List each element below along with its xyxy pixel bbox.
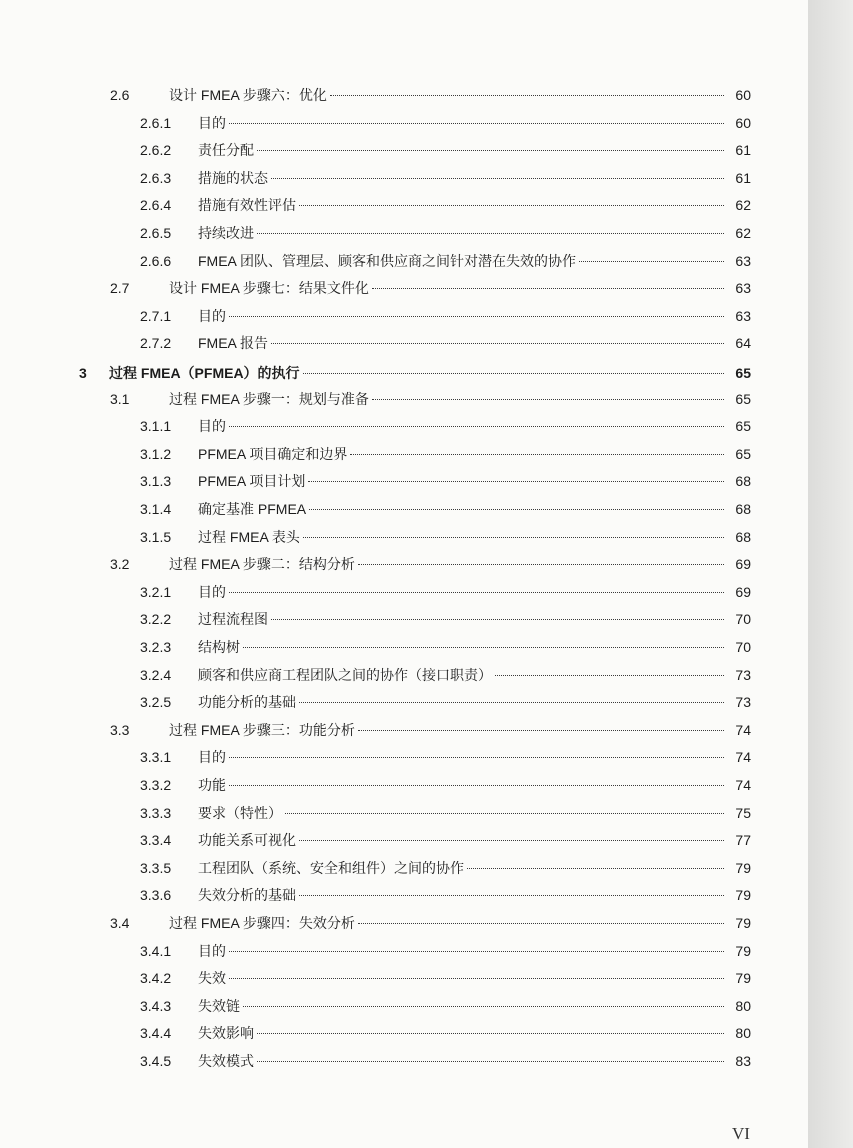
toc-entry[interactable] (0, 277, 808, 299)
page-edge-shadow (808, 0, 853, 1148)
toc-entry-title: 措施的状态 (198, 169, 268, 186)
toc-dot-leader (299, 839, 724, 841)
toc-entry-title-line (198, 1050, 724, 1072)
toc-entry-title: 功能分析的基础 (198, 694, 296, 711)
toc-entry[interactable] (0, 1022, 808, 1044)
toc-entry-page-number: 61 (735, 169, 751, 186)
toc-entry-title: 设计 FMEA 步骤六：优化 (169, 87, 327, 103)
toc-entry-number: 3.2 (110, 556, 130, 573)
toc-entry-number: 2.6.1 (140, 114, 172, 131)
toc-entry-title: 过程 FMEA 步骤二：结构分析 (169, 556, 355, 573)
toc-entry-page-number: 79 (735, 970, 751, 987)
toc-entry-number: 3.1.4 (140, 501, 172, 517)
toc-entry-number: 3.1.5 (140, 528, 172, 545)
toc-entry-title: 过程 FMEA 步骤一：规划与准备 (169, 390, 369, 407)
toc-entry-title-line (169, 553, 724, 575)
toc-dot-leader (495, 674, 724, 676)
toc-entry-number: 2.6.5 (140, 225, 172, 241)
toc-entry-number: 3.4 (110, 915, 130, 931)
toc-entry-number: 3.1 (110, 390, 130, 407)
toc-entry[interactable] (0, 691, 808, 713)
toc-entry-number: 2.6.2 (140, 142, 172, 159)
toc-entry-title-line (198, 139, 724, 161)
toc-dot-leader (229, 425, 724, 427)
toc-dot-leader (257, 232, 724, 234)
toc-entry-title: 持续改进 (198, 225, 254, 241)
toc-entry-title: 措施有效性评估 (198, 197, 296, 214)
toc-dot-leader (308, 480, 724, 482)
toc-entry-page-number: 68 (735, 528, 751, 545)
toc-entry[interactable] (0, 362, 808, 384)
toc-entry-page-number: 63 (735, 280, 751, 297)
toc-entry-title: PFMEA 项目计划 (198, 473, 306, 490)
toc-entry-number: 3.3.5 (140, 859, 172, 876)
toc-entry-number: 3.2.1 (140, 583, 172, 600)
toc-entry-title-line (198, 498, 724, 520)
toc-entry-page-number: 62 (735, 197, 751, 214)
toc-entry-number: 2.7.2 (140, 335, 172, 352)
toc-entry-title: 目的 (198, 307, 226, 324)
toc-entry-page-number: 70 (735, 611, 751, 628)
toc-entry-number: 3.3.4 (140, 832, 172, 849)
toc-entry-title-line (198, 112, 724, 134)
toc-entry-title: FMEA 团队、管理层、顾客和供应商之间针对潜在失效的协作 (198, 252, 577, 269)
toc-dot-leader (229, 756, 724, 758)
toc-entry-page-number: 80 (735, 997, 751, 1014)
toc-entry[interactable] (0, 967, 808, 989)
toc-entry-number: 3.4.3 (140, 997, 172, 1014)
toc-entry-title-line (198, 526, 724, 548)
toc-entry-title: 失效链 (198, 997, 240, 1014)
toc-entry-title-line (198, 470, 724, 492)
toc-entry-title-line (198, 746, 724, 768)
toc-dot-leader (299, 701, 724, 703)
toc-entry[interactable] (0, 884, 808, 906)
toc-dot-leader (350, 453, 724, 455)
toc-entry-title-line (198, 967, 724, 989)
toc-entry-title-line (198, 222, 724, 244)
toc-dot-leader (257, 1032, 724, 1034)
toc-entry-title-line (198, 857, 724, 879)
toc-entry[interactable] (0, 802, 808, 824)
toc-entry-page-number: 65 (735, 365, 751, 381)
toc-entry[interactable] (0, 112, 808, 134)
toc-dot-leader (467, 867, 724, 869)
toc-entry-page-number: 65 (735, 390, 751, 407)
toc-entry-title-line (198, 443, 724, 465)
toc-entry-page-number: 63 (735, 307, 751, 324)
toc-entry-title: 功能关系可视化 (198, 832, 296, 849)
toc-dot-leader (229, 784, 724, 786)
toc-entry-page-number: 65 (735, 418, 751, 435)
toc-entry-page-number: 73 (735, 666, 751, 683)
toc-entry-title-line (198, 1022, 724, 1044)
toc-entry-number: 3.3.6 (140, 887, 172, 904)
toc-entry[interactable] (0, 139, 808, 161)
toc-entry-title: 目的 (198, 583, 226, 600)
toc-entry[interactable] (0, 250, 808, 272)
toc-entry-number: 2.7.1 (140, 307, 172, 324)
toc-entry-title: 目的 (198, 749, 226, 766)
toc-entry-title: 目的 (198, 114, 226, 131)
toc-entry-page-number: 63 (735, 252, 751, 269)
toc-entry-title: 功能 (198, 777, 226, 793)
toc-dot-leader (257, 149, 724, 151)
toc-entry[interactable] (0, 608, 808, 630)
toc-entry-title-line (198, 691, 724, 713)
toc-entry-title-line (198, 194, 724, 216)
toc-entry-title: 过程 FMEA（PFMEA）的执行 (109, 365, 300, 381)
toc-entry[interactable] (0, 995, 808, 1017)
toc-dot-leader (372, 398, 724, 400)
toc-entry-title-line (198, 664, 724, 686)
toc-entry[interactable] (0, 719, 808, 741)
toc-entry-number: 3.1.2 (140, 445, 172, 462)
toc-entry-title-line (169, 912, 724, 934)
toc-entry[interactable] (0, 940, 808, 962)
toc-entry-page-number: 60 (735, 87, 751, 103)
toc-entry-title: 顾客和供应商工程团队之间的协作（接口职责） (198, 666, 492, 683)
toc-entry-number: 3.4.1 (140, 942, 172, 959)
toc-entry[interactable] (0, 553, 808, 575)
toc-entry-title-line (198, 250, 724, 272)
toc-entry[interactable] (0, 332, 808, 354)
toc-entry-number: 2.6.6 (140, 252, 172, 269)
toc-entry-title: 结构树 (198, 639, 240, 655)
toc-entry-title-line (169, 84, 724, 106)
toc-entry-number: 3.2.2 (140, 611, 172, 628)
toc-entry[interactable] (0, 581, 808, 603)
toc-entry-page-number: 77 (735, 832, 751, 849)
toc-entry-number: 3.3.1 (140, 749, 172, 766)
toc-entry-page-number: 80 (735, 1025, 751, 1042)
toc-entry[interactable] (0, 498, 808, 520)
toc-entry[interactable] (0, 443, 808, 465)
toc-dot-leader (358, 729, 724, 731)
toc-dot-leader (372, 287, 724, 289)
toc-dot-leader (271, 618, 724, 620)
toc-entry-number: 3 (79, 365, 87, 381)
toc-entry-page-number: 75 (735, 804, 751, 821)
toc-entry-page-number: 74 (735, 777, 751, 793)
toc-entry-title: 失效 (198, 970, 226, 987)
toc-entry[interactable] (0, 774, 808, 796)
toc-entry-title: 目的 (198, 942, 226, 959)
toc-entry-page-number: 61 (735, 142, 751, 159)
toc-dot-leader (229, 315, 724, 317)
toc-entry[interactable] (0, 746, 808, 768)
toc-entry[interactable] (0, 857, 808, 879)
toc-entry-title-line (198, 884, 724, 906)
toc-entry[interactable] (0, 415, 808, 437)
toc-entry-title: 过程 FMEA 表头 (198, 528, 300, 545)
toc-entry-title-line (198, 332, 724, 354)
toc-entry-page-number: 73 (735, 694, 751, 711)
toc-entry-title: 过程 FMEA 步骤三：功能分析 (169, 721, 355, 738)
toc-entry[interactable] (0, 829, 808, 851)
toc-entry-number: 2.6 (110, 87, 130, 103)
toc-entry-page-number: 79 (735, 915, 751, 931)
toc-entry-page-number: 79 (735, 942, 751, 959)
toc-entry-title: 责任分配 (198, 142, 254, 159)
toc-entry-number: 3.2.3 (140, 639, 172, 655)
toc-entry-title-line (109, 362, 724, 384)
toc-entry-number: 3.4.2 (140, 970, 172, 987)
toc-entry-title: 过程流程图 (198, 611, 268, 628)
toc-dot-leader (358, 563, 724, 565)
toc-entry-title: FMEA 报告 (198, 335, 269, 352)
toc-entry-title: 目的 (198, 418, 226, 435)
toc-entry-number: 3.3 (110, 721, 130, 738)
toc-entry-number: 3.3.3 (140, 804, 172, 821)
toc-entry-title-line (198, 167, 724, 189)
toc-dot-leader (579, 260, 724, 262)
toc-dot-leader (243, 646, 724, 648)
toc-entry-page-number: 74 (735, 721, 751, 738)
toc-entry-number: 3.4.4 (140, 1025, 172, 1042)
toc-entry-title-line (169, 277, 724, 299)
toc-entry-title-line (198, 802, 724, 824)
toc-dot-leader (309, 508, 724, 510)
toc-dot-leader (358, 922, 724, 924)
toc-entry-title: 失效分析的基础 (198, 887, 296, 904)
toc-entry-title-line (198, 608, 724, 630)
toc-dot-leader (271, 342, 724, 344)
toc-entry-page-number: 65 (735, 445, 751, 462)
toc-entry-page-number: 64 (735, 335, 751, 352)
toc-dot-leader (303, 372, 724, 374)
toc-entry[interactable] (0, 526, 808, 548)
toc-entry-page-number: 83 (735, 1053, 751, 1069)
toc-entry-title-line (198, 774, 724, 796)
toc-entry-page-number: 79 (735, 887, 751, 904)
toc-entry[interactable] (0, 1050, 808, 1072)
toc-entry-number: 3.1.1 (140, 418, 172, 435)
toc-entry[interactable] (0, 664, 808, 686)
toc-entry-title: 设计 FMEA 步骤七：结果文件化 (169, 280, 369, 297)
toc-entry-title-line (169, 388, 724, 410)
toc-entry-title: 失效影响 (198, 1025, 254, 1042)
toc-dot-leader (257, 1060, 724, 1062)
toc-entry-title-line (169, 719, 724, 741)
toc-entry[interactable] (0, 194, 808, 216)
toc-entry-page-number: 69 (735, 583, 751, 600)
toc-entry[interactable] (0, 470, 808, 492)
toc-entry[interactable] (0, 222, 808, 244)
toc-entry-number: 3.2.4 (140, 666, 172, 683)
toc-entry-number: 3.3.2 (140, 777, 172, 793)
toc-entry-page-number: 79 (735, 859, 751, 876)
toc-entry-title-line (198, 581, 724, 603)
toc-entry[interactable] (0, 636, 808, 658)
toc-entry-page-number: 60 (735, 114, 751, 131)
toc-entry-title: PFMEA 项目确定和边界 (198, 445, 348, 462)
toc-entry[interactable] (0, 388, 808, 410)
toc-entry-title-line (198, 636, 724, 658)
toc-dot-leader (330, 94, 724, 96)
toc-entry-number: 2.6.4 (140, 197, 172, 214)
toc-entry-page-number: 70 (735, 639, 751, 655)
toc-entry-number: 3.1.3 (140, 473, 172, 490)
toc-entry[interactable] (0, 912, 808, 934)
toc-dot-leader (229, 591, 724, 593)
toc-entry[interactable] (0, 305, 808, 327)
toc-dot-leader (299, 894, 724, 896)
toc-entry-title: 要求（特性） (198, 804, 282, 821)
toc-entry-page-number: 62 (735, 225, 751, 241)
toc-entry-title: 确定基准 PFMEA (198, 501, 307, 517)
toc-dot-leader (299, 204, 724, 206)
toc-dot-leader (303, 536, 724, 538)
toc-entry-page-number: 68 (735, 473, 751, 490)
toc-entry-title-line (198, 415, 724, 437)
toc-dot-leader (229, 950, 724, 952)
toc-entry-page-number: 69 (735, 556, 751, 573)
toc-entry-title: 失效模式 (198, 1053, 254, 1069)
toc-entry-number: 2.6.3 (140, 169, 172, 186)
toc-entry-title: 工程团队（系统、安全和组件）之间的协作 (198, 859, 464, 876)
page-folio: VI (732, 1124, 750, 1143)
toc-entry[interactable] (0, 167, 808, 189)
toc-entry-title-line (198, 940, 724, 962)
toc-entry[interactable] (0, 84, 808, 106)
toc-entry-title-line (198, 829, 724, 851)
toc-dot-leader (229, 122, 724, 124)
toc-entry-title-line (198, 995, 724, 1017)
toc-entry-number: 3.2.5 (140, 694, 172, 711)
toc-entry-page-number: 68 (735, 501, 751, 517)
toc-entry-number: 2.7 (110, 280, 130, 297)
toc-entry-page-number: 74 (735, 749, 751, 766)
toc-entry-number: 3.4.5 (140, 1053, 172, 1069)
toc-dot-leader (285, 812, 724, 814)
toc-dot-leader (229, 977, 724, 979)
toc-entry-title-line (198, 305, 724, 327)
toc-dot-leader (243, 1005, 724, 1007)
toc-entry-title: 过程 FMEA 步骤四：失效分析 (169, 915, 355, 931)
toc-dot-leader (271, 177, 724, 179)
